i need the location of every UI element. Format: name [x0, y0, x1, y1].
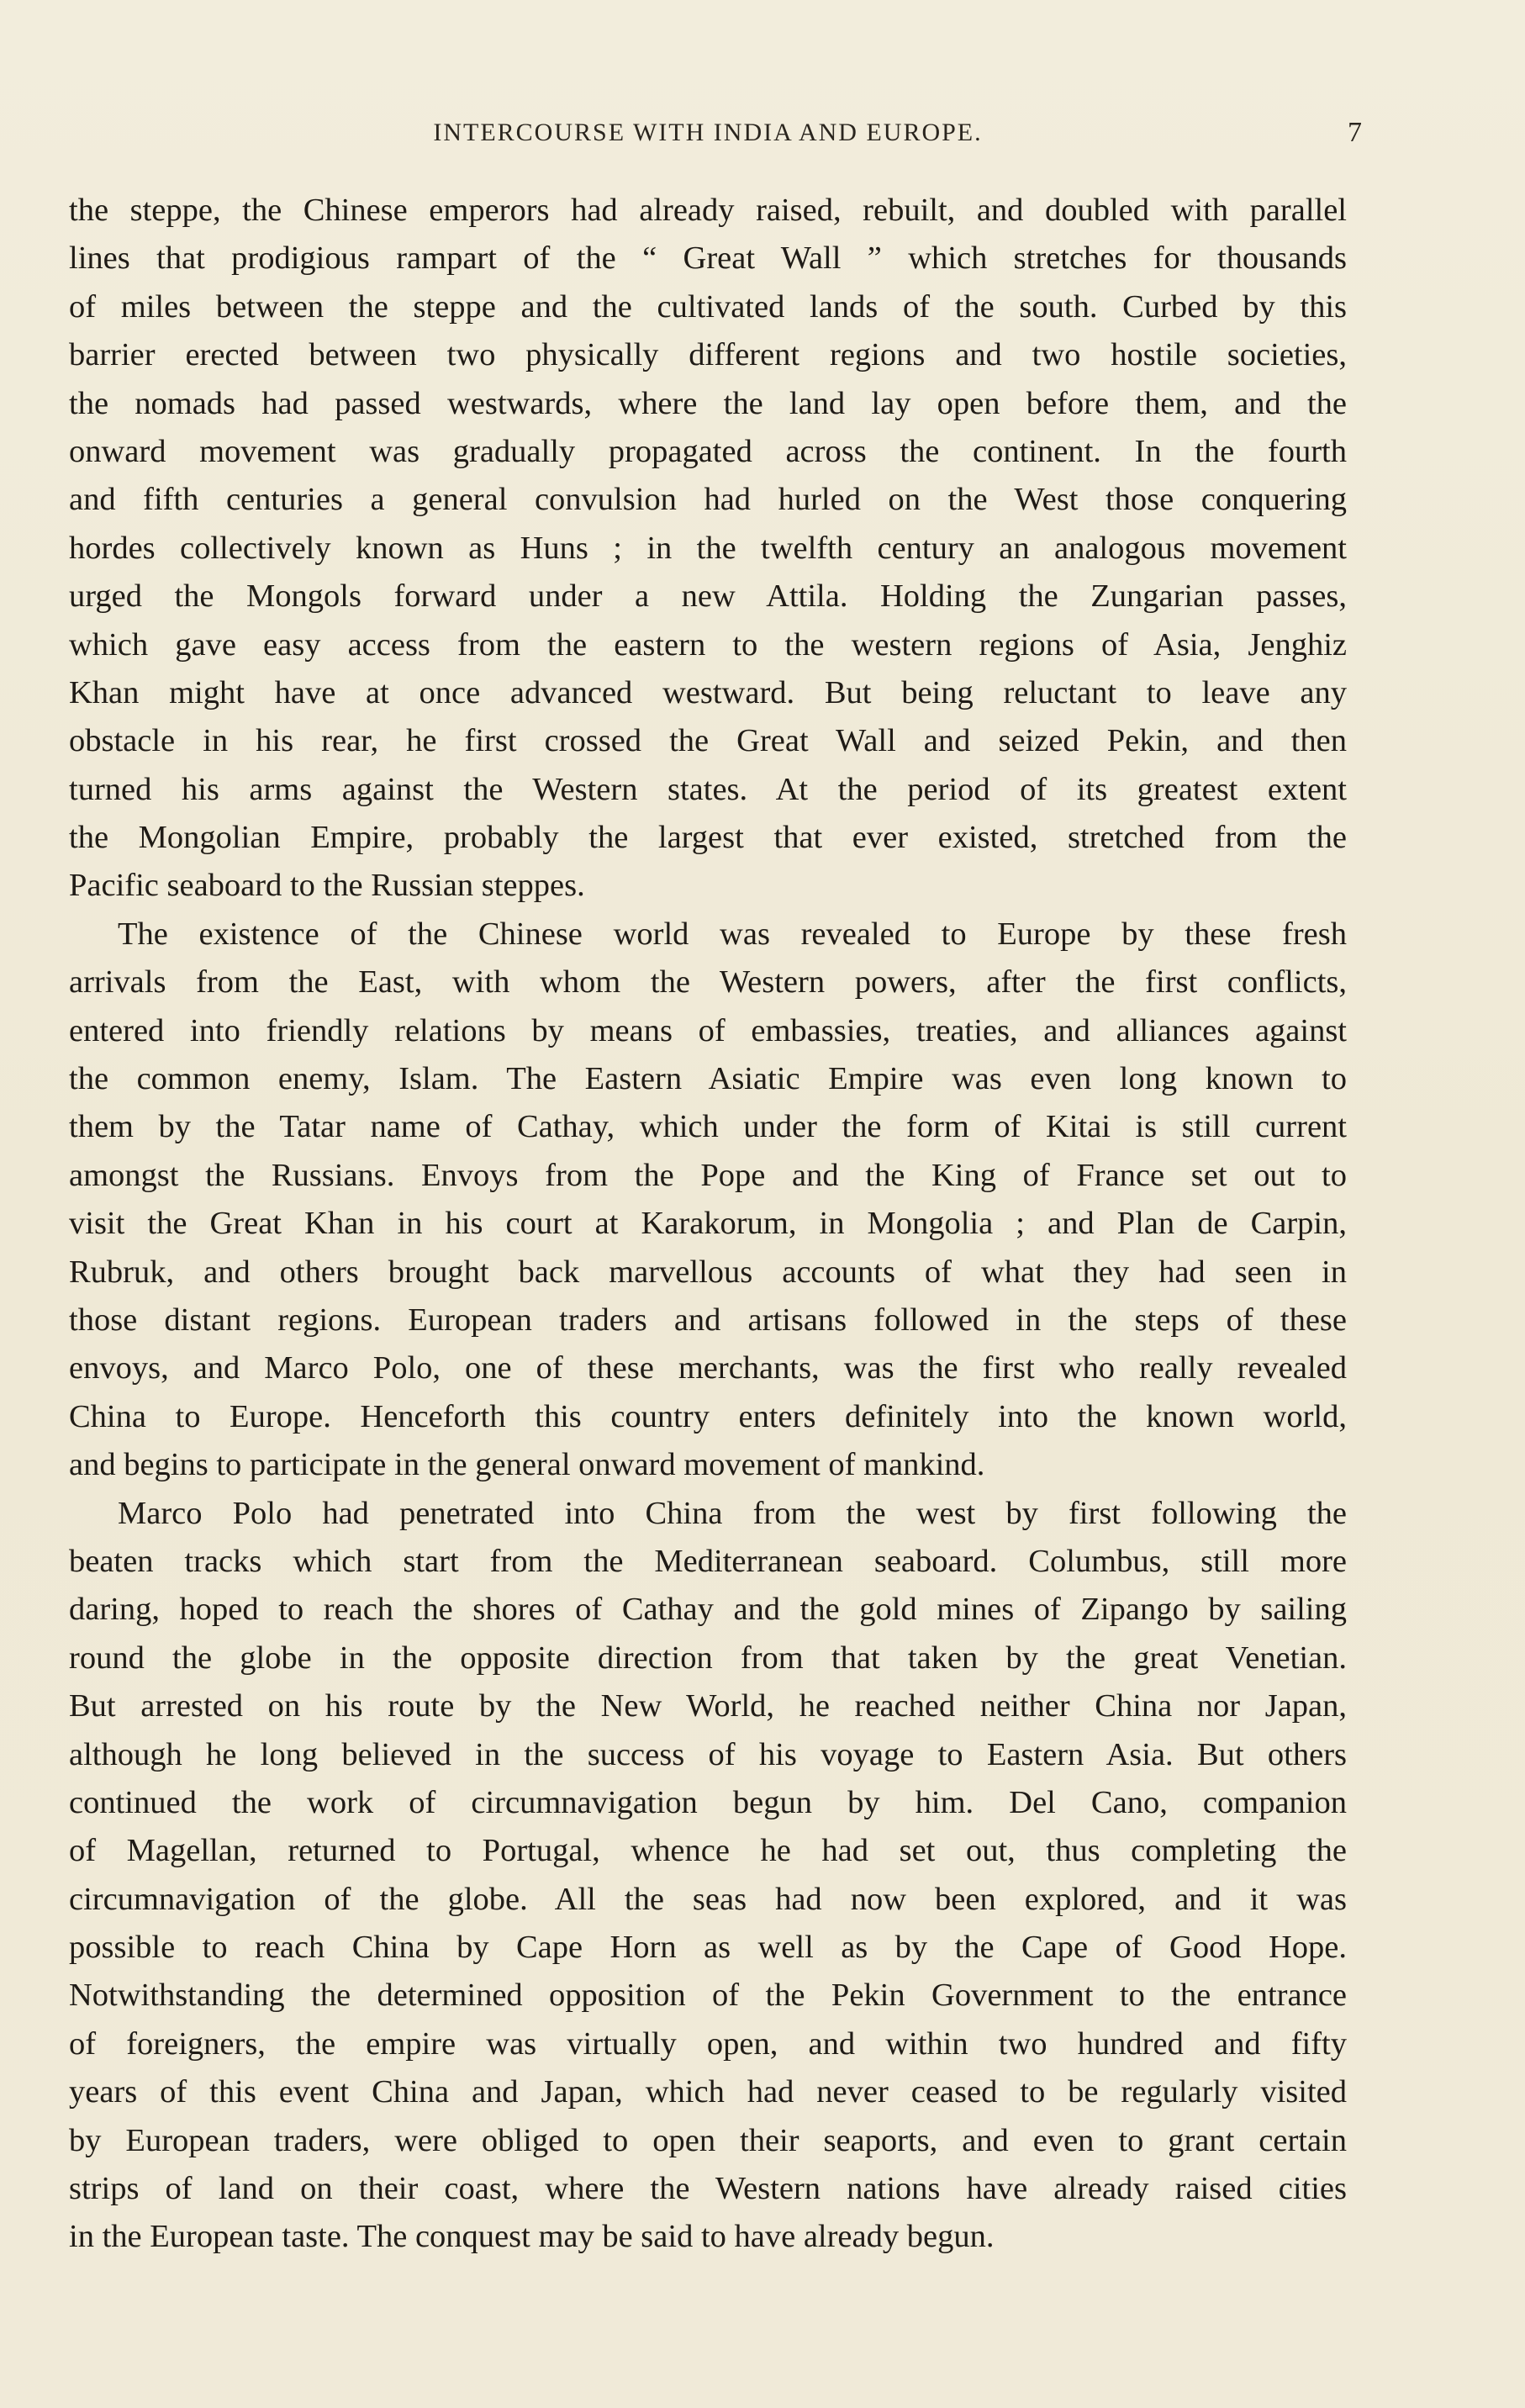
text-line: But arrested on his route by the New World, he reached neither China nor Japan,: [69, 1688, 1347, 1724]
text-line: the Mongolian Empire, probably the largest that ever existed, stretched from the: [69, 820, 1347, 856]
paragraph-2: [69, 911, 1347, 1490]
text-line: possible to reach China by Cape Horn as well as by the Cape of Good Hope.: [69, 1930, 1347, 1966]
text-line: them by the Tatar name of Cathay, which under the form of Kitai is still current: [69, 1109, 1347, 1145]
text-line: years of this event China and Japan, which had never ceased to be regularly visited: [69, 2074, 1347, 2110]
text-line: arrivals from the East, with whom the Western powers, after the first conflicts,: [69, 964, 1347, 1001]
text-line: in the European taste. The conquest may be said to have already begun.: [69, 2219, 995, 2255]
text-line: of Magellan, returned to Portugal, whence he had set out, thus completing the: [69, 1833, 1347, 1869]
text-line: hordes collectively known as Huns ; in the twelfth century an analogous movement: [69, 530, 1347, 566]
text-line: Pacific seaboard to the Russian steppes.: [69, 868, 585, 904]
text-line: envoys, and Marco Polo, one of these merchants, was the first who really revealed: [69, 1350, 1347, 1386]
text-line: Rubruk, and others brought back marvellous accounts of what they had seen in: [69, 1254, 1347, 1290]
text-line: obstacle in his rear, he first crossed the Great Wall and seized Pekin, and then: [69, 723, 1347, 759]
text-line: visit the Great Khan in his court at Karakorum, in Mongolia ; and Plan de Carpin,: [69, 1206, 1347, 1242]
text-line: by European traders, were obliged to open their seaports, and even to grant certain: [69, 2122, 1347, 2158]
text-line: barrier erected between two physically different regions and two hostile societies,: [69, 337, 1347, 373]
text-line: amongst the Russians. Envoys from the Pope and the King of France set out to: [69, 1157, 1347, 1193]
text-line: of miles between the steppe and the cultivated lands of the south. Curbed by this: [69, 288, 1347, 325]
text-line: Khan might have at once advanced westward. But being reluctant to leave any: [69, 674, 1347, 710]
text-line: turned his arms against the Western states. At the period of its greatest extent: [69, 771, 1347, 807]
paragraph-3: [69, 1490, 1347, 2262]
text-line: beaten tracks which start from the Mediterranean seaboard. Columbus, still more: [69, 1543, 1347, 1579]
text-line: continued the work of circumnavigation begun by him. Del Cano, companion: [69, 1784, 1347, 1820]
text-line: Marco Polo had penetrated into China from the west by first following the: [118, 1495, 1347, 1531]
running-head: [69, 116, 1362, 158]
text-line: lines that prodigious rampart of the “ Great Wall ” which stretches for thousands: [69, 240, 1347, 277]
text-line: Notwithstanding the determined opposition of the Pekin Government to the entrance: [69, 1978, 1347, 2014]
text-line: and begins to participate in the general onward movement of mankind.: [69, 1447, 985, 1483]
page-number: 7: [1348, 117, 1362, 148]
paragraph-1: [69, 187, 1347, 911]
text-line: which gave easy access from the eastern to the western regions of Asia, Jenghiz: [69, 626, 1347, 663]
text-line: the common enemy, Islam. The Eastern Asiatic Empire was even long known to: [69, 1061, 1347, 1097]
text-line: daring, hoped to reach the shores of Cathay and the gold mines of Zipango by sailing: [69, 1592, 1347, 1628]
text-line: The existence of the Chinese world was revealed to Europe by these fresh: [118, 916, 1347, 952]
running-title: INTERCOURSE WITH INDIA AND EUROPE.: [433, 119, 983, 146]
text-line: entered into friendly relations by means of embassies, treaties, and alliances against: [69, 1012, 1347, 1048]
text-line: the steppe, the Chinese emperors had already raised, rebuilt, and doubled with parallel: [69, 193, 1347, 228]
text-line: circumnavigation of the globe. All the seas had now been explored, and it was: [69, 1881, 1347, 1917]
text-line: China to Europe. Henceforth this country enters definitely into the known world,: [69, 1398, 1347, 1434]
text-line: those distant regions. European traders and artisans followed in the steps of these: [69, 1302, 1347, 1338]
body-text: [69, 187, 1347, 2262]
text-line: strips of land on their coast, where the Western nations have already raised cities: [69, 2171, 1347, 2207]
text-line: the nomads had passed westwards, where the land lay open before them, and the: [69, 385, 1347, 421]
text-line: round the globe in the opposite direction from that taken by the great Venetian.: [69, 1640, 1347, 1676]
text-line: urged the Mongols forward under a new Attila. Holding the Zungarian passes,: [69, 578, 1347, 615]
text-line: and fifth centuries a general convulsion had hurled on the West those conquering: [69, 482, 1347, 518]
text-line: onward movement was gradually propagated across the continent. In the fourth: [69, 433, 1347, 469]
text-line: of foreigners, the empire was virtually open, and within two hundred and fifty: [69, 2025, 1347, 2062]
text-line: although he long believed in the success of his voyage to Eastern Asia. But others: [69, 1736, 1347, 1772]
